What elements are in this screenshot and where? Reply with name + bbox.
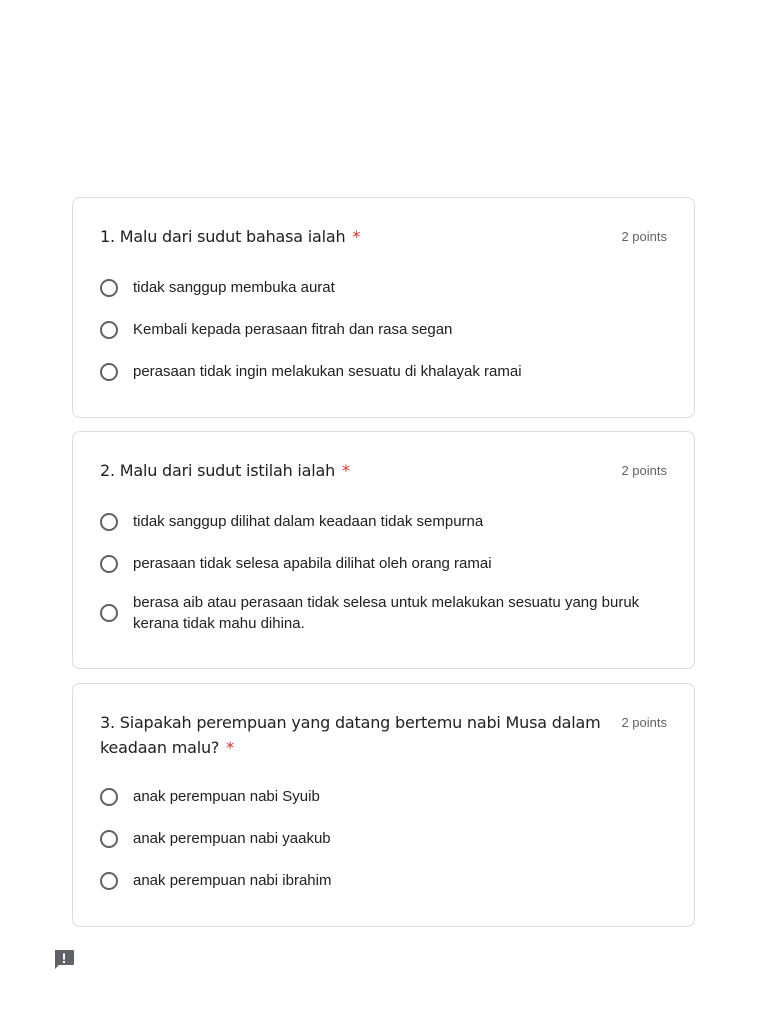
- answer-option[interactable]: [100, 592, 654, 634]
- radio-button[interactable]: [100, 872, 118, 890]
- radio-button[interactable]: [100, 788, 118, 806]
- option-label: Kembali kepada perasaan fitrah dan rasa segan: [133, 321, 453, 338]
- question-card-2: [72, 431, 695, 669]
- option-label: tidak sanggup membuka aurat: [133, 279, 335, 296]
- radio-button[interactable]: [100, 363, 118, 381]
- question-points: 2 points: [621, 463, 667, 478]
- radio-button[interactable]: [100, 555, 118, 573]
- option-label: anak perempuan nabi ibrahim: [133, 872, 332, 889]
- answer-option[interactable]: [100, 511, 654, 532]
- radio-button[interactable]: [100, 830, 118, 848]
- radio-button[interactable]: [100, 279, 118, 297]
- answer-option[interactable]: [100, 870, 654, 891]
- radio-button[interactable]: [100, 321, 118, 339]
- question-title: 3. Siapakah perempuan yang datang bertemu nabi Musa dalam keadaan malu? *: [100, 713, 601, 757]
- option-label: tidak sanggup dilihat dalam keadaan tidak sempurna: [133, 513, 484, 530]
- question-title: 2. Malu dari sudut istilah ialah *: [100, 461, 350, 480]
- option-label: anak perempuan nabi yaakub: [133, 830, 331, 847]
- answer-option[interactable]: [100, 828, 654, 849]
- report-feedback-icon[interactable]: [52, 947, 76, 971]
- option-label: perasaan tidak selesa apabila dilihat oleh orang ramai: [133, 555, 492, 572]
- report-feedback-icon-graphic: [52, 947, 76, 971]
- answer-option[interactable]: [100, 319, 654, 340]
- answer-option[interactable]: [100, 553, 654, 574]
- required-asterisk: *: [341, 461, 350, 480]
- required-asterisk: *: [226, 738, 234, 757]
- answer-option[interactable]: [100, 361, 654, 382]
- option-label: berasa aib atau perasaan tidak selesa untuk melakukan sesuatu yang buruk kerana tidak mahu dihina.: [133, 594, 640, 632]
- radio-button[interactable]: [100, 513, 118, 531]
- radio-button[interactable]: [100, 604, 118, 622]
- question-card-1: [72, 197, 695, 418]
- required-asterisk: *: [352, 227, 361, 246]
- option-label: perasaan tidak ingin melakukan sesuatu di khalayak ramai: [133, 363, 522, 380]
- question-title: 1. Malu dari sudut bahasa ialah *: [100, 227, 361, 246]
- question-header: [100, 710, 667, 760]
- answer-option[interactable]: [100, 786, 654, 807]
- question-points: 2 points: [621, 229, 667, 244]
- question-header: [100, 458, 667, 483]
- question-header: [100, 224, 667, 249]
- option-label: anak perempuan nabi Syuib: [133, 788, 320, 805]
- question-card-3: [72, 683, 695, 927]
- answer-option[interactable]: [100, 277, 654, 298]
- question-points: 2 points: [621, 715, 667, 730]
